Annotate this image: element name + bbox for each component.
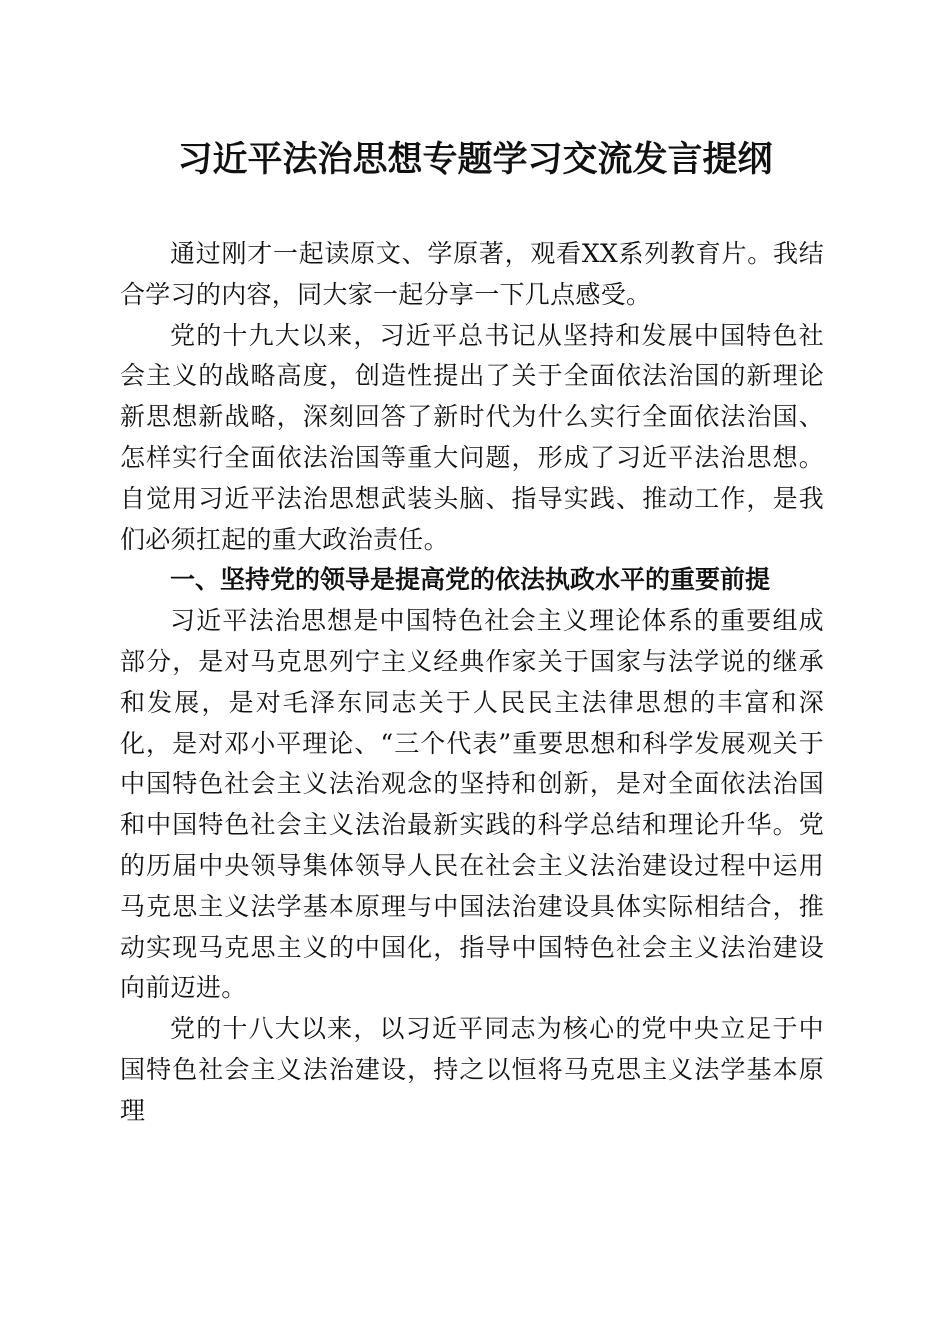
document-title: 习近平法治思想专题学习交流发言提纲 [177, 139, 773, 180]
section-heading-1: 一、坚持党的领导是提高党的依法执政水平的重要前提 [170, 565, 771, 595]
paragraph-section1-b: 党的十八大以来，以习近平同志为核心的党中央立足于中国特色社会主义法治建设，持之以恒将马克思主义法学基本原理 [120, 1014, 824, 1125]
paragraph-section1-a: 习近平法治思想是中国特色社会主义理论体系的重要组成部分，是对马克思列宁主义经典作家关于国家与法学说的继承和发展，是对毛泽东同志关于人民民主法律思想的丰富和深化，是对邓小平理论、“三个代表”重要思想和科学发展观关于中国特色社会主义法治观念的坚持和创新，是对全面依法治国和中国特色社会主义法治最新实践的科学总结和理论升华。党的历届中央领导集体领导人民在社会主义法治建设过程中运用马克思主义法学基本原理与中国法治建设具体实际相结合，推动实现马克思主义的中国化，指导中国特色社会主义法治建设向前迈进。 [120, 606, 824, 1003]
document-body [120, 234, 824, 1132]
paragraph-intro: 通过刚才一起读原文、学原著，观看XX系列教育片。我结合学习的内容，同大家一起分享一下几点感受。 [120, 239, 824, 309]
paragraph-background: 党的十九大以来，习近平总书记从坚持和发展中国特色社会主义的战略高度，创造性提出了关于全面依法治国的新理论新思想新战略，深刻回答了新时代为什么实行全面依法治国、怎样实行全面依法治国等重大问题，形成了习近平法治思想。自觉用习近平法治思想武装头脑、指导实践、推动工作，是我们必须扛起的重大政治责任。 [120, 320, 824, 554]
